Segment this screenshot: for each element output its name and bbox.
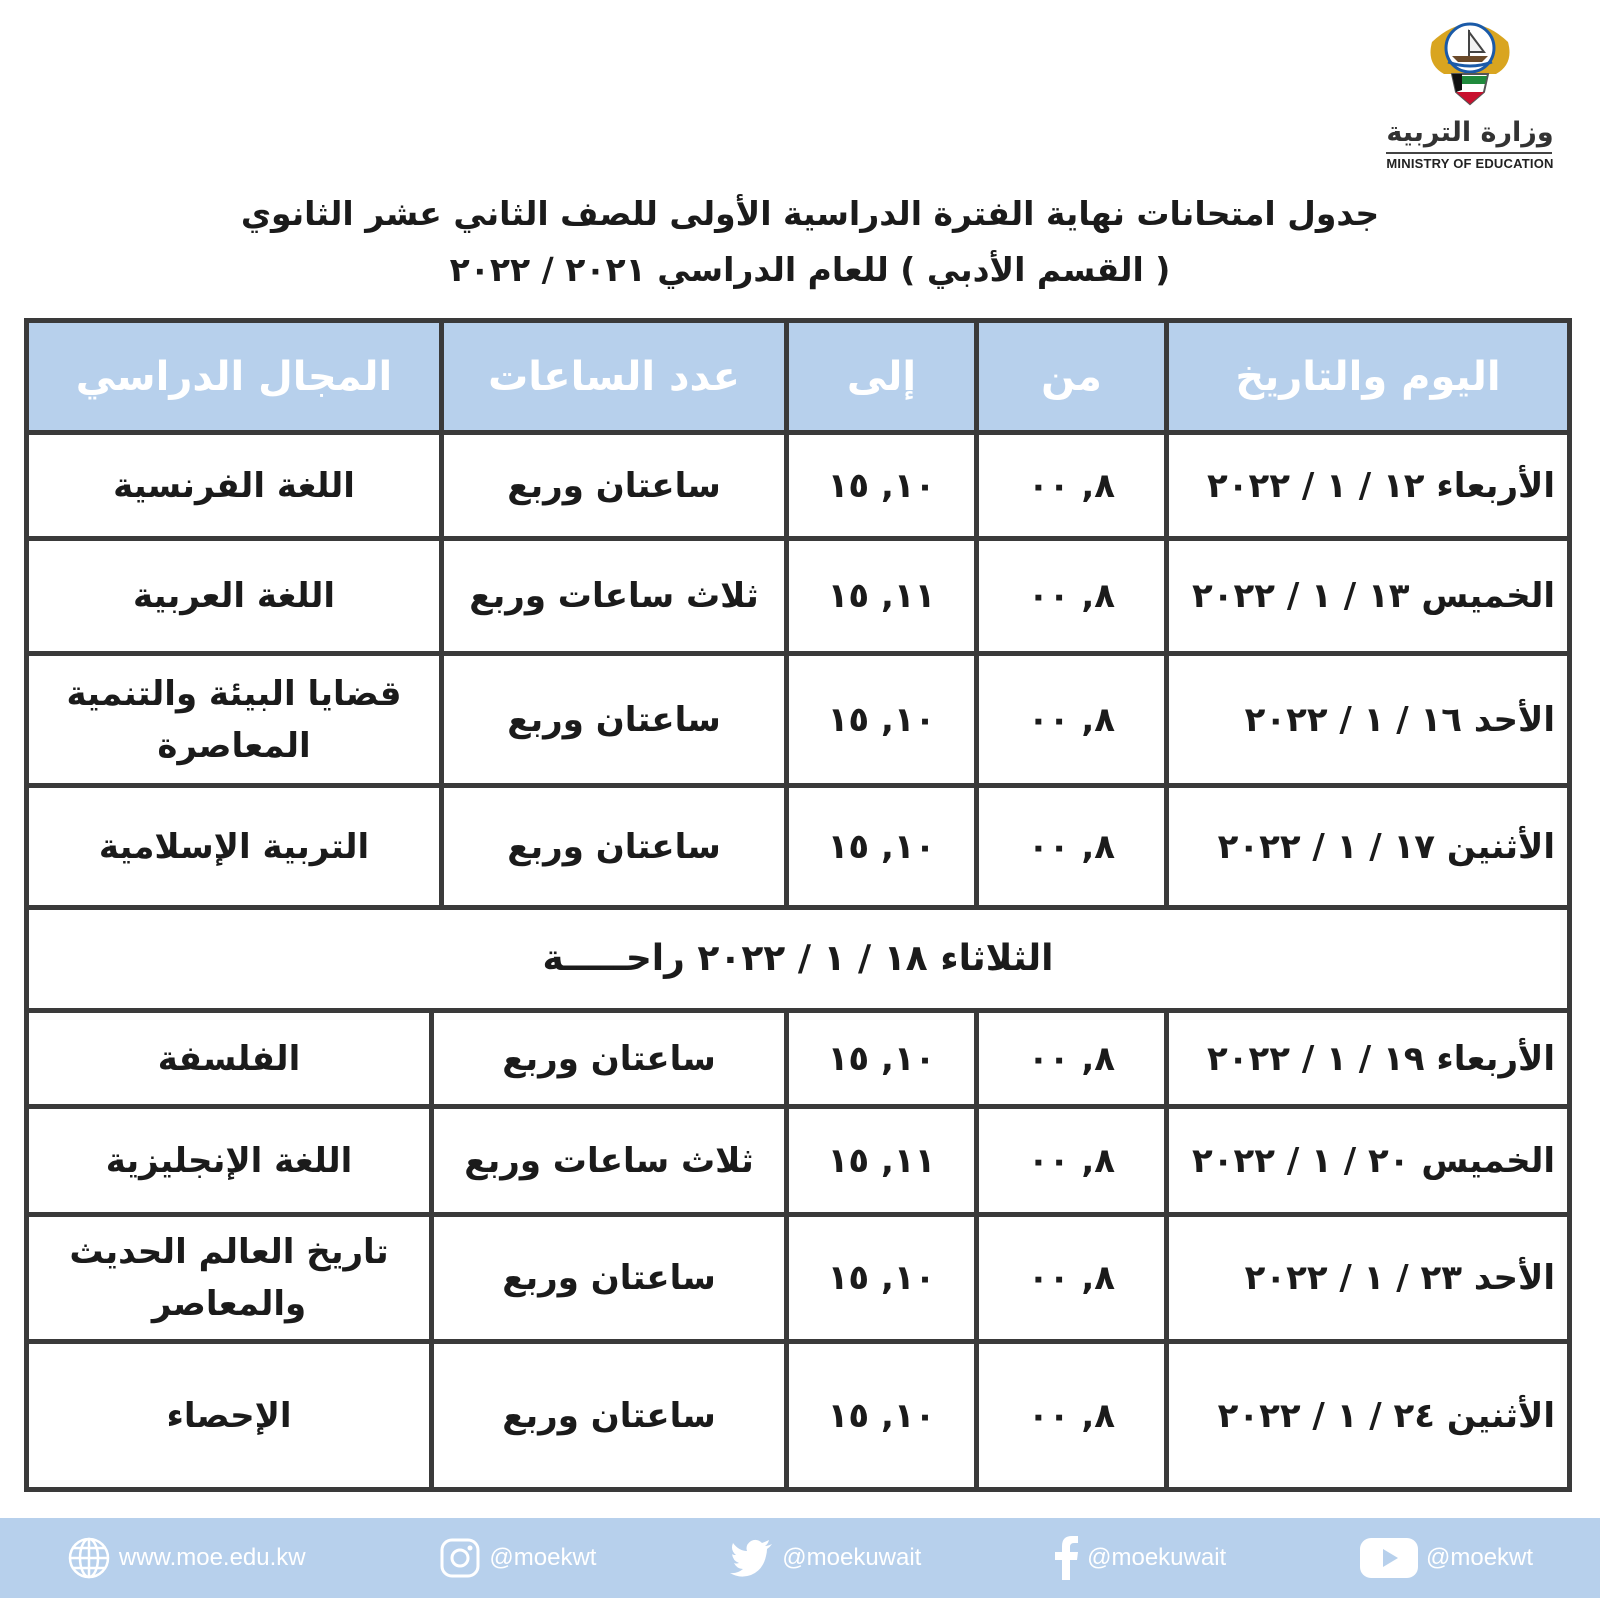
- page-title: [120, 186, 1500, 298]
- footer-instagram-link[interactable]: [439, 1537, 596, 1579]
- globe-icon: [67, 1536, 111, 1580]
- footer-twitter-link[interactable]: [730, 1539, 921, 1577]
- logo-divider: [1386, 152, 1552, 154]
- cell-subject: تاريخ العالم الحديث والمعاصر: [29, 1217, 429, 1339]
- title-line-2: ( القسم الأدبي ) للعام الدراسي ٢٠٢١ / ٢٠٢٢: [449, 250, 1171, 289]
- cell-hours: ساعتان وربع: [444, 656, 784, 783]
- cell-subject: اللغة العربية: [29, 541, 439, 651]
- facebook-icon: [1055, 1536, 1079, 1580]
- footer-website-link[interactable]: [67, 1536, 306, 1580]
- website-text: www.moe.edu.kw: [118, 1544, 306, 1571]
- logo-arabic-text: وزارة التربية: [1386, 117, 1554, 148]
- table-row: [29, 1013, 1567, 1104]
- rest-day-cell: الثلاثاء ١٨ / ١ / ٢٠٢٢ راحـــــة: [29, 910, 1567, 1008]
- ministry-logo: [1380, 12, 1560, 171]
- cell-date: الخميس ٢٠ / ١ / ٢٠٢٢: [1169, 1109, 1567, 1212]
- table-row: [29, 656, 1567, 783]
- facebook-text: @moekuwait: [1087, 1544, 1227, 1571]
- cell-hours: ساعتان وربع: [444, 788, 784, 905]
- cell-from: ٨, ٠٠: [979, 541, 1164, 651]
- instagram-text: @moekwt: [489, 1544, 597, 1571]
- cell-to: ١٠, ١٥: [789, 656, 974, 783]
- youtube-icon: [1360, 1538, 1418, 1578]
- cell-to: ١٠, ١٥: [789, 788, 974, 905]
- cell-subject: قضايا البيئة والتنمية المعاصرة: [29, 656, 439, 783]
- header-date: اليوم والتاريخ: [1169, 323, 1567, 430]
- cell-from: ٨, ٠٠: [979, 1013, 1164, 1104]
- cell-to: ١٠, ١٥: [789, 1217, 974, 1339]
- cell-hours: ثلاث ساعات وربع: [444, 541, 784, 651]
- header-to: إلى: [789, 323, 974, 430]
- cell-date: الأحد ١٦ / ١ / ٢٠٢٢: [1169, 656, 1567, 783]
- cell-to: ١١, ١٥: [789, 1109, 974, 1212]
- cell-hours: ثلاث ساعات وربع: [434, 1109, 784, 1212]
- cell-hours: ساعتان وربع: [444, 435, 784, 536]
- twitter-icon: [730, 1539, 774, 1577]
- cell-from: ٨, ٠٠: [979, 656, 1164, 783]
- twitter-text: @moekuwait: [782, 1544, 922, 1571]
- cell-subject: الإحصاء: [29, 1344, 429, 1487]
- kuwait-emblem-icon: [1422, 12, 1518, 112]
- table-row: [29, 1217, 1567, 1339]
- cell-hours: ساعتان وربع: [434, 1013, 784, 1104]
- logo-english-text: MINISTRY OF EDUCATION: [1386, 156, 1554, 171]
- table-row: [29, 788, 1567, 905]
- cell-date: الأربعاء ١٢ / ١ / ٢٠٢٢: [1169, 435, 1567, 536]
- cell-subject: الفلسفة: [29, 1013, 429, 1104]
- cell-date: الأحد ٢٣ / ١ / ٢٠٢٢: [1169, 1217, 1567, 1339]
- cell-hours: ساعتان وربع: [434, 1344, 784, 1487]
- header-from: من: [979, 323, 1164, 430]
- footer-youtube-link[interactable]: [1360, 1538, 1533, 1578]
- cell-from: ٨, ٠٠: [979, 1109, 1164, 1212]
- cell-date: الأربعاء ١٩ / ١ / ٢٠٢٢: [1169, 1013, 1567, 1104]
- cell-hours: ساعتان وربع: [434, 1217, 784, 1339]
- table-row: [29, 1109, 1567, 1212]
- cell-to: ١٠, ١٥: [789, 435, 974, 536]
- cell-subject: اللغة الإنجليزية: [29, 1109, 429, 1212]
- cell-from: ٨, ٠٠: [979, 1344, 1164, 1487]
- cell-date: الأثنين ١٧ / ١ / ٢٠٢٢: [1169, 788, 1567, 905]
- cell-subject: اللغة الفرنسية: [29, 435, 439, 536]
- cell-date: الخميس ١٣ / ١ / ٢٠٢٢: [1169, 541, 1567, 651]
- footer-facebook-link[interactable]: [1055, 1536, 1226, 1580]
- cell-date: الأثنين ٢٤ / ١ / ٢٠٢٢: [1169, 1344, 1567, 1487]
- cell-from: ٨, ٠٠: [979, 435, 1164, 536]
- header-hours: عدد الساعات: [444, 323, 784, 430]
- exam-schedule-table: [24, 318, 1572, 1492]
- rest-day-row: [29, 910, 1567, 1008]
- youtube-text: @moekwt: [1425, 1544, 1534, 1571]
- header-subject: المجال الدراسي: [29, 323, 439, 430]
- cell-subject: التربية الإسلامية: [29, 788, 439, 905]
- cell-from: ٨, ٠٠: [979, 788, 1164, 905]
- cell-to: ١١, ١٥: [789, 541, 974, 651]
- footer-bar: [0, 1518, 1600, 1598]
- table-row: [29, 435, 1567, 536]
- cell-to: ١٠, ١٥: [789, 1344, 974, 1487]
- cell-from: ٨, ٠٠: [979, 1217, 1164, 1339]
- table-row: [29, 1344, 1567, 1487]
- instagram-icon: [439, 1537, 481, 1579]
- cell-to: ١٠, ١٥: [789, 1013, 974, 1104]
- table-header-row: [29, 323, 1567, 430]
- title-line-1: جدول امتحانات نهاية الفترة الدراسية الأولى للصف الثاني عشر الثانوي: [240, 194, 1380, 233]
- table-row: [29, 541, 1567, 651]
